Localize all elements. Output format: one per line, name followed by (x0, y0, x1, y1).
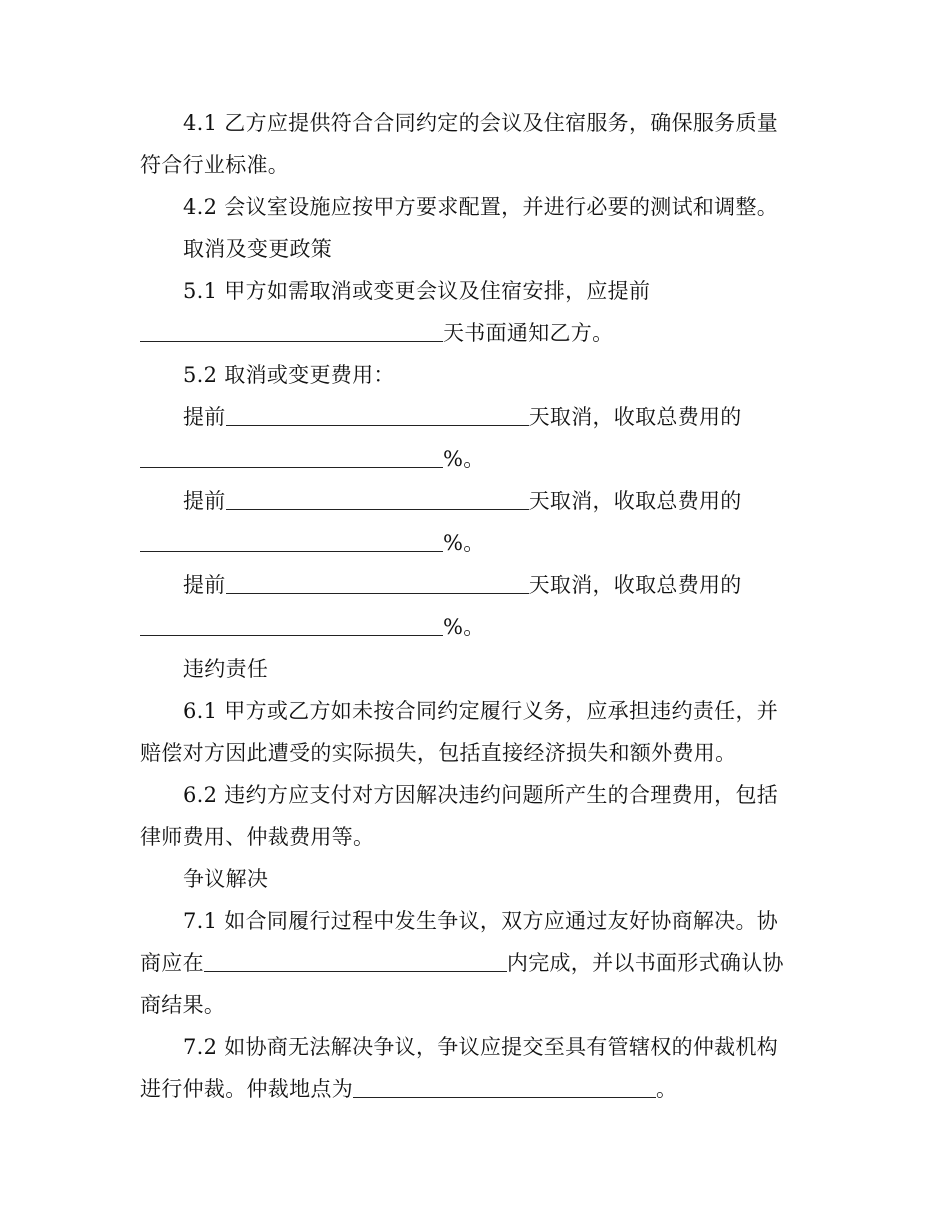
clause-6-2-line1: 6.2 违约方应支付对方因解决违约问题所产生的合理费用，包括 (183, 783, 779, 807)
clause-4-1-line2: 符合行业标准。 (140, 153, 290, 177)
arbitration-location-blank[interactable] (353, 1071, 656, 1098)
cancel-percent-blank-3[interactable] (140, 609, 443, 636)
clause-5-1-line2 (140, 312, 806, 354)
cancel-fee-prefix: 提前 (183, 405, 226, 429)
clause-6-2-line2: 律师费用、仲裁费用等。 (140, 825, 375, 849)
cancel-days-blank-2[interactable] (226, 483, 529, 510)
clause-7-2-suffix: 。 (656, 1077, 678, 1101)
cancel-fee-suffix: %。 (443, 615, 485, 639)
clause-4-2: 4.2 会议室设施应按甲方要求配置，并进行必要的测试和调整。 (183, 195, 779, 219)
notice-days-blank[interactable] (140, 315, 443, 342)
cancel-fee-row-1-percent (140, 438, 806, 480)
cancel-percent-blank-2[interactable] (140, 525, 443, 552)
cancel-fee-prefix: 提前 (183, 489, 226, 513)
cancel-days-blank-3[interactable] (226, 567, 529, 594)
clause-7-1-line2 (140, 942, 806, 984)
clause-7-1-line3: 商结果。 (140, 993, 226, 1017)
cancel-fee-prefix: 提前 (183, 573, 226, 597)
clause-5-1-after-blank: 天书面通知乙方。 (443, 321, 614, 345)
clause-4-1-line1: 4.1 乙方应提供符合合同约定的会议及住宿服务，确保服务质量 (183, 111, 779, 135)
clause-5-2-title: 5.2 取消或变更费用： (183, 363, 395, 387)
cancel-percent-blank-1[interactable] (140, 441, 443, 468)
cancel-fee-middle: 天取消，收取总费用的 (528, 405, 742, 429)
cancel-fee-row-2 (140, 480, 806, 522)
clause-7-2-line1: 7.2 如协商无法解决争议，争议应提交至具有管辖权的仲裁机构 (183, 1035, 779, 1059)
clause-7-1-line1: 7.1 如合同履行过程中发生争议，双方应通过友好协商解决。协 (183, 909, 779, 933)
cancel-fee-row-2-percent (140, 522, 806, 564)
cancel-fee-row-1 (140, 396, 806, 438)
clause-7-2-line2 (140, 1068, 806, 1110)
clause-7-1-suffix: 内完成，并以书面形式确认协 (506, 951, 784, 975)
cancel-fee-row-3 (140, 564, 806, 606)
heading-dispute-resolution: 争议解决 (183, 867, 269, 891)
cancel-days-blank-1[interactable] (226, 399, 529, 426)
cancel-fee-suffix: %。 (443, 531, 485, 555)
cancel-fee-middle: 天取消，收取总费用的 (528, 489, 742, 513)
clause-7-1-prefix: 商应在 (140, 951, 204, 975)
contract-page (140, 102, 806, 1110)
heading-breach-liability: 违约责任 (183, 657, 269, 681)
negotiation-period-blank[interactable] (204, 945, 507, 972)
cancel-fee-middle: 天取消，收取总费用的 (528, 573, 742, 597)
cancel-fee-suffix: %。 (443, 447, 485, 471)
clause-5-1-line1: 5.1 甲方如需取消或变更会议及住宿安排，应提前 (183, 279, 651, 303)
clause-6-1-line2: 赔偿对方因此遭受的实际损失，包括直接经济损失和额外费用。 (140, 741, 737, 765)
cancel-fee-row-3-percent (140, 606, 806, 648)
clause-6-1-line1: 6.1 甲方或乙方如未按合同约定履行义务，应承担违约责任，并 (183, 699, 779, 723)
clause-7-2-prefix: 进行仲裁。仲裁地点为 (140, 1077, 353, 1101)
heading-cancellation-policy: 取消及变更政策 (183, 237, 333, 261)
